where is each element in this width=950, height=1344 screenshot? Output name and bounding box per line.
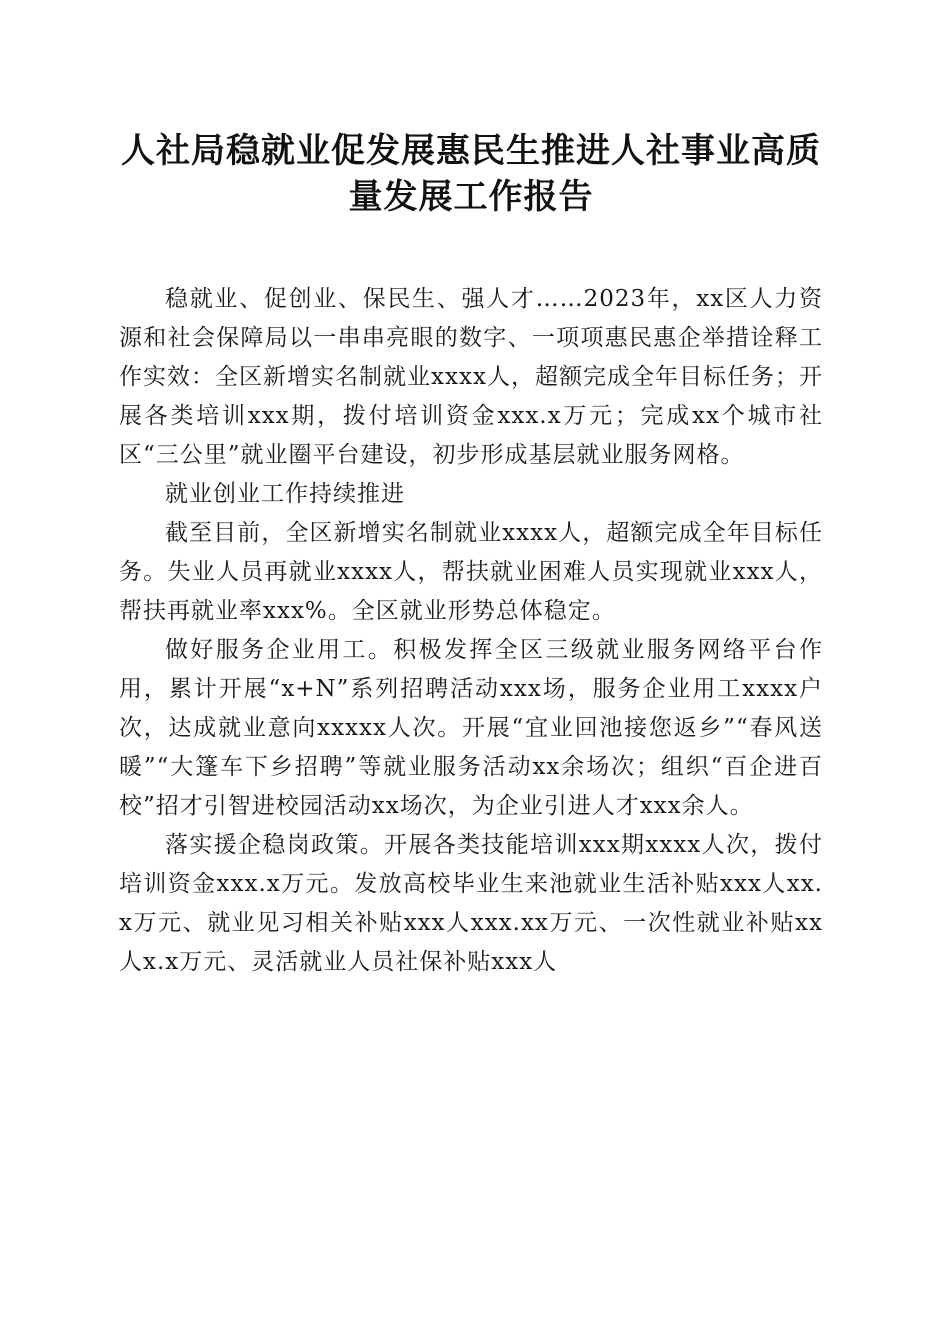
enterprise-service-paragraph: 做好服务企业用工。积极发挥全区三级就业服务网络平台作用，累计开展“x+N”系列招聘活动xxx场，服务企业用工xxxx户次，达成就业意向xxxxx人次。开展“宜业回池接您返乡”“春风送暖”“大篷车下乡招聘”等就业服务活动xx余场次；组织“百企进百校”招才引智进校园活动xx场次，为企业引进人才xxx余人。 xyxy=(119,637,823,819)
intro-paragraph: 稳就业、促创业、保民生、强人才……2023年，xx区人力资源和社会保障局以一串串亮眼的数字、一项项惠民惠企举措诠释工作实效：全区新增实名制就业xxxx人，超额完成全年目标任务；开展各类培训xxx期，拨付培训资金xxx.x万元；完成xx个城市社区“三公里”就业圈平台建设，初步形成基层就业服务网格。 xyxy=(119,286,823,468)
section-heading: 就业创业工作持续推进 xyxy=(165,481,405,507)
document-body xyxy=(119,280,823,982)
document-page xyxy=(119,128,823,982)
employment-summary-paragraph: 截至目前，全区新增实名制就业xxxx人，超额完成全年目标任务。失业人员再就业xxxx人，帮扶就业困难人员实现就业xxx人，帮扶再就业率xxx%。全区就业形势总体稳定。 xyxy=(119,520,823,624)
job-stabilization-policy-paragraph: 落实援企稳岗政策。开展各类技能培训xxx期xxxx人次，拨付培训资金xxx.x万元。发放高校毕业生来池就业生活补贴xxx人xx.x万元、就业见习相关补贴xxx人xxx.xx万元、一次性就业补贴xx人x.x万元、灵活就业人员社保补贴xxx人 xyxy=(119,832,823,975)
document-title: 人社局稳就业促发展惠民生推进人社事业高质量发展工作报告 xyxy=(121,131,821,217)
